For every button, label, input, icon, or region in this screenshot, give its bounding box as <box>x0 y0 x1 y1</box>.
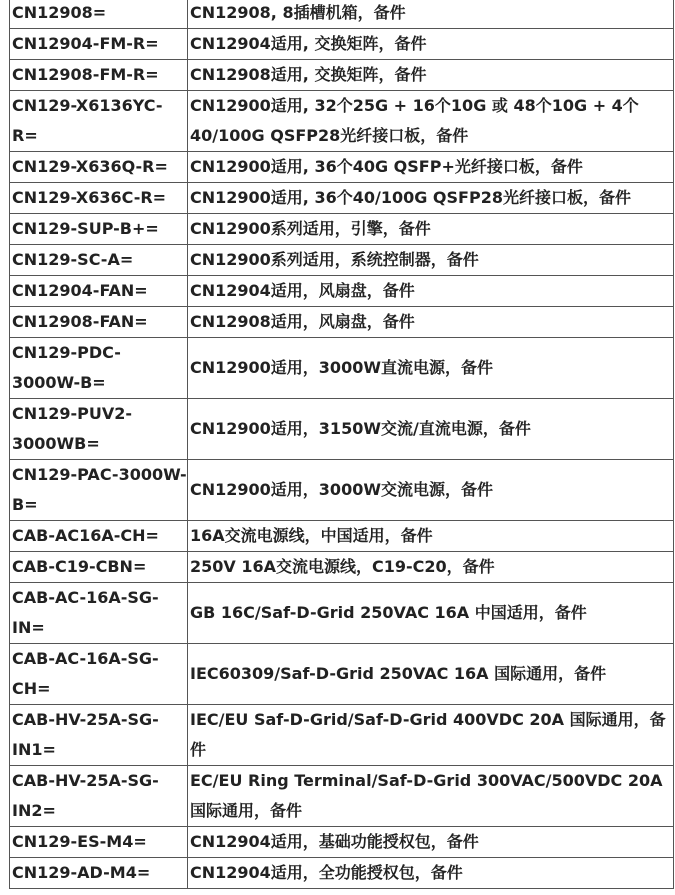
table-row <box>10 276 674 307</box>
table-row <box>10 460 674 521</box>
description-cell: CN12904适用，风扇盘，备件 <box>188 276 674 307</box>
part-number-cell: CAB-C19-CBN= <box>10 552 188 583</box>
part-number-cell: CAB-AC-16A-SG-CH= <box>10 644 188 705</box>
table-row <box>10 214 674 245</box>
description-cell: 250V 16A交流电源线，C19-C20，备件 <box>188 552 674 583</box>
part-number-cell: CN129-ES-M4= <box>10 827 188 858</box>
description-cell: CN12900适用, 36个40/100G QSFP28光纤接口板，备件 <box>188 183 674 214</box>
table-row <box>10 858 674 889</box>
description-cell: CN12900适用，3000W直流电源，备件 <box>188 338 674 399</box>
table-row <box>10 827 674 858</box>
part-number-cell: CN129-X6136YC-R= <box>10 91 188 152</box>
part-number-cell: CN129-X636Q-R= <box>10 152 188 183</box>
description-cell: IEC/EU Saf-D-Grid/Saf-D-Grid 400VDC 20A 国际通用，备件 <box>188 705 674 766</box>
table-row <box>10 644 674 705</box>
description-cell: CN12904适用, 交换矩阵，备件 <box>188 29 674 60</box>
part-number-cell: CN12904-FAN= <box>10 276 188 307</box>
table-row <box>10 91 674 152</box>
description-cell: EC/EU Ring Terminal/Saf-D-Grid 300VAC/500VDC 20A 国际通用，备件 <box>188 766 674 827</box>
table-row <box>10 29 674 60</box>
description-cell: GB 16C/Saf-D-Grid 250VAC 16A 中国适用，备件 <box>188 583 674 644</box>
part-number-cell: CN12908-FM-R= <box>10 60 188 91</box>
table-row <box>10 705 674 766</box>
description-cell: CN12900系列适用，系统控制器，备件 <box>188 245 674 276</box>
description-cell: CN12908适用，风扇盘，备件 <box>188 307 674 338</box>
table-row <box>10 60 674 91</box>
table-row <box>10 152 674 183</box>
part-number-cell: CAB-HV-25A-SG-IN1= <box>10 705 188 766</box>
part-number-cell: CN129-X636C-R= <box>10 183 188 214</box>
description-cell: IEC60309/Saf-D-Grid 250VAC 16A 国际通用，备件 <box>188 644 674 705</box>
part-number-cell: CAB-HV-25A-SG-IN2= <box>10 766 188 827</box>
table-row <box>10 583 674 644</box>
part-number-cell: CN129-PDC-3000W-B= <box>10 338 188 399</box>
description-cell: CN12900适用, 32个25G + 16个10G 或 48个10G + 4个40/100G QSFP28光纤接口板，备件 <box>188 91 674 152</box>
part-number-cell: CN129-SC-A= <box>10 245 188 276</box>
part-number-cell: CAB-AC-16A-SG-IN= <box>10 583 188 644</box>
description-cell: CN12908, 8插槽机箱，备件 <box>188 0 674 29</box>
table-row <box>10 338 674 399</box>
table-row <box>10 307 674 338</box>
table-row <box>10 183 674 214</box>
description-cell: CN12900适用, 36个40G QSFP+光纤接口板，备件 <box>188 152 674 183</box>
part-number-cell: CN12908= <box>10 0 188 29</box>
table-row <box>10 245 674 276</box>
part-number-cell: CN129-PUV2-3000WB= <box>10 399 188 460</box>
description-cell: CN12900适用，3000W交流电源，备件 <box>188 460 674 521</box>
parts-table <box>9 0 674 889</box>
part-number-cell: CN12908-FAN= <box>10 307 188 338</box>
part-number-cell: CN129-AD-M4= <box>10 858 188 889</box>
parts-table-body <box>10 0 674 889</box>
description-cell: CN12904适用，全功能授权包，备件 <box>188 858 674 889</box>
table-row <box>10 399 674 460</box>
part-number-cell: CN12904-FM-R= <box>10 29 188 60</box>
table-row <box>10 521 674 552</box>
description-cell: CN12900适用，3150W交流/直流电源，备件 <box>188 399 674 460</box>
part-number-cell: CAB-AC16A-CH= <box>10 521 188 552</box>
table-row <box>10 766 674 827</box>
description-cell: 16A交流电源线，中国适用，备件 <box>188 521 674 552</box>
description-cell: CN12904适用，基础功能授权包，备件 <box>188 827 674 858</box>
description-cell: CN12908适用, 交换矩阵，备件 <box>188 60 674 91</box>
table-row <box>10 0 674 29</box>
part-number-cell: CN129-SUP-B+= <box>10 214 188 245</box>
table-row <box>10 552 674 583</box>
part-number-cell: CN129-PAC-3000W-B= <box>10 460 188 521</box>
description-cell: CN12900系列适用，引擎，备件 <box>188 214 674 245</box>
